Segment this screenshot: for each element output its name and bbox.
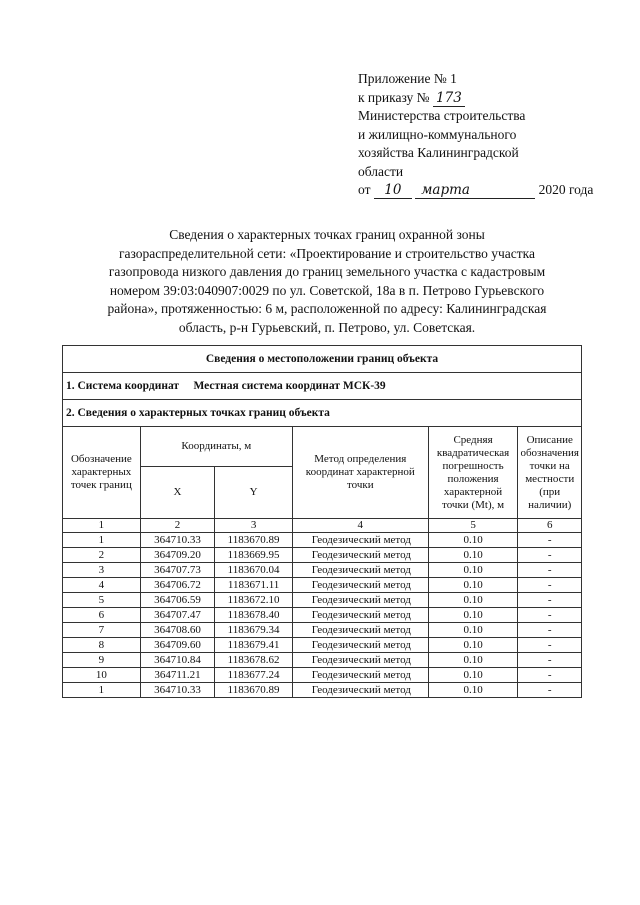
column-number: 2 <box>140 519 215 533</box>
boundary-points-table <box>62 345 582 698</box>
coordinate-system-value: Местная система координат МСК-39 <box>193 380 386 392</box>
point-number-cell: 2 <box>63 548 141 563</box>
heading-line-4: номером 39:03:040907:0029 по ул. Советской, 18а в п. Петрово Гурьевского <box>109 282 545 298</box>
x-cell: 364710.33 <box>140 683 215 698</box>
header-error: Средняя квадратическая погрешность положения характерной точки (Mt), м <box>428 427 518 519</box>
point-number-cell: 10 <box>63 668 141 683</box>
appendix-title: Приложение № 1 <box>358 71 457 86</box>
table-row <box>63 638 582 653</box>
y-cell: 1183677.24 <box>215 668 293 683</box>
method-cell: Геодезический метод <box>292 608 428 623</box>
description-cell: - <box>518 668 582 683</box>
table-row <box>63 623 582 638</box>
point-number-cell: 1 <box>63 533 141 548</box>
table-row <box>63 653 582 668</box>
method-cell: Геодезический метод <box>292 653 428 668</box>
description-cell: - <box>518 608 582 623</box>
point-number-cell: 6 <box>63 608 141 623</box>
method-cell: Геодезический метод <box>292 578 428 593</box>
x-cell: 364708.60 <box>140 623 215 638</box>
heading-line-5: района», протяженностью: 6 м, расположенной по адресу: Калининградская <box>107 301 547 316</box>
heading-line-2: газораспределительной сети: «Проектирование и строительство участка <box>118 245 536 261</box>
y-cell: 1183678.40 <box>215 608 293 623</box>
error-cell: 0.10 <box>428 683 518 698</box>
point-number-cell: 7 <box>63 623 141 638</box>
y-cell: 1183669.95 <box>215 548 293 563</box>
table-row <box>63 578 582 593</box>
y-cell: 1183679.41 <box>215 638 293 653</box>
point-number-cell: 8 <box>63 638 141 653</box>
point-number-cell: 4 <box>63 578 141 593</box>
heading-line-6: область, р-н Гурьевский, п. Петрово, ул. Советская. <box>178 319 476 335</box>
y-cell: 1183670.89 <box>215 683 293 698</box>
point-number-cell: 3 <box>63 563 141 578</box>
table-row <box>63 668 582 683</box>
date-year: 2020 года <box>538 182 594 197</box>
method-cell: Геодезический метод <box>292 668 428 683</box>
header-designation: Обозначение характерных точек границ <box>63 427 141 519</box>
column-numbers-row <box>63 519 582 533</box>
point-number-cell: 1 <box>63 683 141 698</box>
method-cell: Геодезический метод <box>292 623 428 638</box>
x-cell: 364709.60 <box>140 638 215 653</box>
error-cell: 0.10 <box>428 563 518 578</box>
description-cell: - <box>518 533 582 548</box>
point-number-cell: 5 <box>63 593 141 608</box>
coordinate-system-row <box>63 373 582 400</box>
y-cell: 1183670.89 <box>215 533 293 548</box>
error-cell: 0.10 <box>428 653 518 668</box>
header-coordinates: Координаты, м <box>140 427 292 467</box>
coordinate-system-label: 1. Система координат <box>66 380 180 392</box>
document-heading <box>62 226 592 337</box>
error-cell: 0.10 <box>428 623 518 638</box>
ministry-line-1: Министерства строительства <box>358 108 526 123</box>
ministry-line-3: хозяйства Калининградской <box>358 145 519 160</box>
error-cell: 0.10 <box>428 548 518 563</box>
header-y: Y <box>215 467 293 519</box>
description-cell: - <box>518 578 582 593</box>
heading-line-1: Сведения о характерных точках границ охранной зоны <box>169 227 485 242</box>
appendix-block <box>358 70 618 200</box>
x-cell: 364707.47 <box>140 608 215 623</box>
column-number: 3 <box>215 519 293 533</box>
method-cell: Геодезический метод <box>292 563 428 578</box>
order-date <box>358 181 618 200</box>
column-number: 6 <box>518 519 582 533</box>
description-cell: - <box>518 548 582 563</box>
column-number: 4 <box>292 519 428 533</box>
error-cell: 0.10 <box>428 593 518 608</box>
column-number: 5 <box>428 519 518 533</box>
date-prefix: от <box>358 182 371 197</box>
error-cell: 0.10 <box>428 668 518 683</box>
x-cell: 364710.84 <box>140 653 215 668</box>
table-row <box>63 533 582 548</box>
error-cell: 0.10 <box>428 578 518 593</box>
description-cell: - <box>518 683 582 698</box>
date-month-handwritten: марта <box>415 183 535 199</box>
table-row <box>63 608 582 623</box>
y-cell: 1183671.11 <box>215 578 293 593</box>
x-cell: 364710.33 <box>140 533 215 548</box>
points-body <box>63 533 582 698</box>
method-cell: Геодезический метод <box>292 593 428 608</box>
table-row <box>63 593 582 608</box>
heading-line-3: газопровода низкого давления до границ земельного участка с кадастровым <box>108 264 546 279</box>
y-cell: 1183679.34 <box>215 623 293 638</box>
x-cell: 364709.20 <box>140 548 215 563</box>
table-row <box>63 548 582 563</box>
header-x: X <box>140 467 215 519</box>
x-cell: 364706.59 <box>140 593 215 608</box>
method-cell: Геодезический метод <box>292 683 428 698</box>
ministry-line-2: и жилищно-коммунального <box>358 126 517 142</box>
y-cell: 1183678.62 <box>215 653 293 668</box>
order-reference <box>358 89 618 108</box>
method-cell: Геодезический метод <box>292 533 428 548</box>
y-cell: 1183670.04 <box>215 563 293 578</box>
points-section-title: 2. Сведения о характерных точках границ объекта <box>63 400 582 427</box>
ministry-line-4: области <box>358 163 404 179</box>
x-cell: 364706.72 <box>140 578 215 593</box>
point-number-cell: 9 <box>63 653 141 668</box>
column-number: 1 <box>63 519 141 533</box>
error-cell: 0.10 <box>428 608 518 623</box>
table-row <box>63 683 582 698</box>
error-cell: 0.10 <box>428 638 518 653</box>
error-cell: 0.10 <box>428 533 518 548</box>
description-cell: - <box>518 593 582 608</box>
x-cell: 364711.21 <box>140 668 215 683</box>
description-cell: - <box>518 623 582 638</box>
y-cell: 1183672.10 <box>215 593 293 608</box>
section-title: Сведения о местоположении границ объекта <box>63 346 582 373</box>
header-description: Описание обозначения точки на местности (при наличии) <box>518 427 582 519</box>
description-cell: - <box>518 653 582 668</box>
header-method: Метод определения координат характерной точки <box>292 427 428 519</box>
method-cell: Геодезический метод <box>292 548 428 563</box>
description-cell: - <box>518 638 582 653</box>
table-row <box>63 563 582 578</box>
date-day-handwritten: 10 <box>374 183 412 199</box>
x-cell: 364707.73 <box>140 563 215 578</box>
order-number-handwritten: 173 <box>433 91 465 107</box>
method-cell: Геодезический метод <box>292 638 428 653</box>
order-prefix: к приказу № <box>358 89 430 105</box>
description-cell: - <box>518 563 582 578</box>
